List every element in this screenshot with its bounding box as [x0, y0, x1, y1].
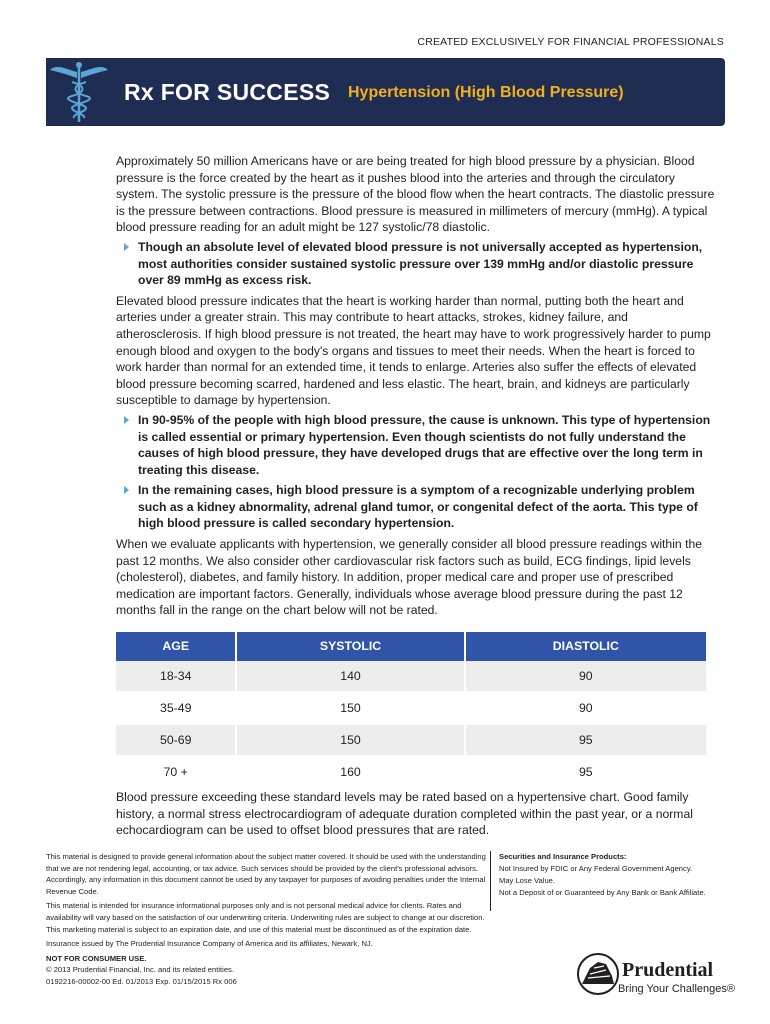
table-cell: 95: [465, 724, 706, 756]
banner-subtitle: Hypertension (High Blood Pressure): [348, 84, 624, 101]
bullet-triangle-icon: [124, 416, 129, 424]
securities-line: May Lose Value.: [499, 876, 555, 885]
securities-box: [490, 851, 734, 911]
brand-tagline: Bring Your Challenges®: [618, 983, 735, 995]
paragraph-intro: Approximately 50 million Americans have or are being treated for high blood pressure by a physician. Blood pressure is the force created by the heart as it pushes blood into the arteries and through the circulatory system. The systolic pressure is the pressure of the blood flow when the heart contracts. The diastolic pressure is the pressure between contractions. Blood pressure is measured in millimeters of mercury (mmHg). A typical blood pressure reading for an adult might be 127 systolic/78 diastolic.: [116, 154, 715, 235]
header-tagline: CREATED EXCLUSIVELY FOR FINANCIAL PROFESSIONALS: [417, 36, 724, 48]
table-header-systolic: SYSTOLIC: [236, 632, 464, 661]
caduceus-icon: [46, 58, 112, 126]
table-cell: 18-34: [116, 661, 236, 692]
banner-title: Rx FOR SUCCESS: [124, 79, 331, 105]
table-cell: 50-69: [116, 724, 236, 756]
paragraph-elevated: Elevated blood pressure indicates that the heart is working harder than normal, putting both the heart and arteries under a greater strain. This may contribute to heart attacks, strokes, kidney failure, and atherosclerosis. If high blood pressure is not treated, the heart may have to work progressively harder to pump enough blood and oxygen to the body's organs and tissues to meet their needs. When the heart is forced to work harder than normal for an extended time, it tends to enlarge. Arteries also suffer the effects of elevated blood pressure becoming scarred, hardened and less elastic. The heart, brain, and kidneys are particularly susceptible to damage by hypertension.: [116, 293, 711, 408]
brand-name: Prudential: [622, 959, 714, 981]
disclaimer-general: This material is designed to provide general information about the subject matter covered. It should be used with the understanding that we are not rendering legal, accounting, or tax advice. Such services should be provided by the client's professional advisors. Accordingly, any information in this document cannot be used by any taxpayer for purposes of avoiding penalties under the Internal Revenue Code.: [46, 852, 486, 896]
securities-title: Securities and Insurance Products:: [499, 852, 627, 861]
table-row: [116, 756, 706, 788]
securities-line: Not a Deposit of or Guaranteed by Any Bank or Bank Affiliate.: [499, 888, 706, 897]
table-cell: 90: [465, 661, 706, 692]
table-header-age: AGE: [116, 632, 236, 661]
table-cell: 95: [465, 756, 706, 788]
bullet-text: In 90-95% of the people with high blood pressure, the cause is unknown. This type of hypertension is called essential or primary hypertension. Even though scientists do not fully understand the causes of high blood pressure, they have developed drugs that are effective over the long term in treating this disease.: [138, 412, 711, 477]
table-cell: 160: [236, 756, 464, 788]
bullet-text: Though an absolute level of elevated blood pressure is not universally accepted as hypertension, most authorities consider sustained systolic pressure over 139 mmHg and/or diastolic pressure over 89 mmHg as excess risk.: [138, 239, 703, 288]
disclaimer-issuer: Insurance issued by The Prudential Insurance Company of America and its affiliates, Newark, NJ.: [46, 939, 373, 949]
document-code: 0192216-00002-00 Ed. 01/2013 Exp. 01/15/2015 Rx 006: [46, 976, 237, 986]
table-header-row: [116, 632, 706, 661]
table-cell: 70 +: [116, 756, 236, 788]
disclaimer-insurance: This material is intended for insurance informational purposes only and is not personal medical advice for clients. Rates and availability will vary based on the satisfaction of our underwriting criteria. Underwriting rules are subject to change at our discretion. This marketing material is subject to an expiration date, and use of this material must be discontinued as of the expiration date.: [46, 901, 485, 934]
table-cell: 140: [236, 661, 464, 692]
bullet-item: [116, 239, 716, 289]
disclaimer: [46, 851, 486, 988]
table-cell: 150: [236, 724, 464, 756]
blood-pressure-table: [116, 632, 706, 789]
copyright: © 2013 Prudential Financial, Inc. and its related entities.: [46, 965, 234, 975]
bullet-triangle-icon: [124, 486, 129, 494]
table-row: [116, 724, 706, 756]
securities-line: Not Insured by FDIC or Any Federal Government Agency.: [499, 864, 693, 873]
table-cell: 150: [236, 692, 464, 724]
not-for-consumer-notice: NOT FOR CONSUMER USE.: [46, 953, 147, 963]
bullet-item: [116, 482, 716, 532]
table-row: [116, 692, 706, 724]
bullet-text: In the remaining cases, high blood pressure is a symptom of a recognizable underlying problem such as a kidney abnormality, adrenal gland tumor, or congenital defect of the aorta. This type of high blood pressure is called secondary hypertension.: [138, 483, 698, 531]
table-row: [116, 661, 706, 692]
table-cell: 35-49: [116, 692, 236, 724]
paragraph-evaluation: When we evaluate applicants with hypertension, we generally consider all blood pressure readings within the past 12 months. We also consider other cardiovascular risk factors such as build, ECG findings, lipid levels (cholesterol), diabetes, and family history. In addition, proper medical care and proper use of prescribed medication are important factors. Generally, individuals whose average blood pressure during the past 12 months fall in the range on the chart below will not be rated.: [116, 537, 703, 618]
table-cell: 90: [465, 692, 706, 724]
main-content: [116, 153, 716, 842]
paragraph-rating: Blood pressure exceeding these standard levels may be rated based on a hypertensive chart. Good family history, a normal stress electrocardiogram of adequate duration completed within the past year, or a normal echocardiogram can be used to offset blood pressures that are rated.: [116, 790, 693, 838]
bullet-item: [116, 412, 716, 478]
bullet-triangle-icon: [124, 243, 129, 251]
table-header-diastolic: DIASTOLIC: [465, 632, 706, 661]
